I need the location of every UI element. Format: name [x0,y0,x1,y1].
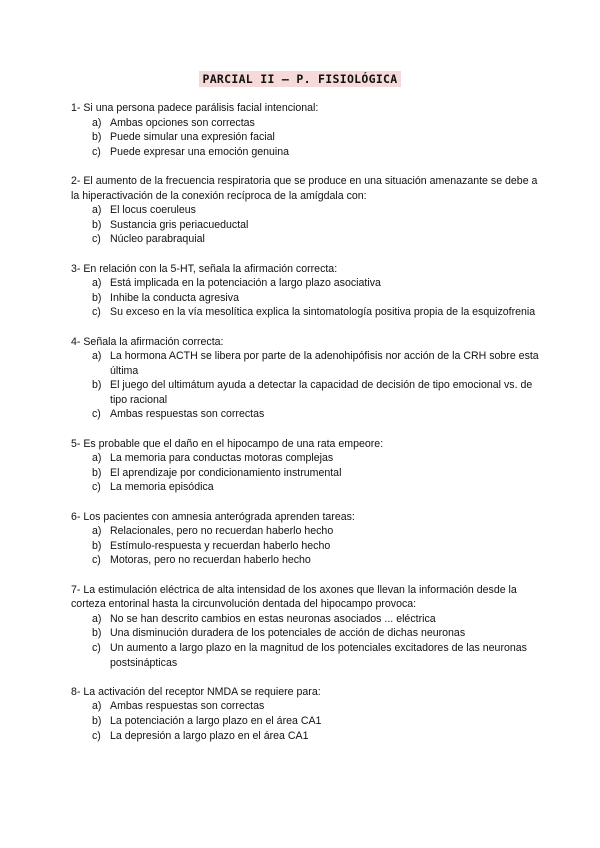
option-letter: c) [92,145,101,158]
question-2 [71,174,541,247]
option-item [71,539,541,554]
option-letter: b) [92,466,102,479]
question-8 [71,685,541,743]
option-letter: a) [92,612,102,625]
option-text: Un aumento a largo plazo en la magnitud de los potenciales excitadores de las neuronas postsinápticas [110,641,527,669]
option-letter: a) [92,525,102,538]
option-item [71,232,541,247]
option-list [71,612,541,670]
option-item [71,130,541,145]
option-letter: a) [92,204,102,217]
question-3 [71,262,541,320]
option-text: Está implicada en la potenciación a largo plazo asociativa [110,277,381,290]
title-container [0,70,600,88]
option-text: Estímulo-respuesta y recuerdan haberlo hecho [110,539,331,552]
question-text: 6- Los pacientes con amnesia anterógrada aprenden tareas: [71,510,355,523]
option-text: La memoria para conductas motoras complejas [110,452,334,465]
option-text: El aprendizaje por condicionamiento instrumental [110,466,342,479]
option-text: Su exceso en la vía mesolítica explica la sintomatología positiva propia de la esquizofrenia [110,306,536,319]
option-letter: c) [92,306,101,319]
option-letter: b) [92,539,102,552]
question-7 [71,583,541,671]
question-6 [71,510,541,568]
option-item [71,291,541,306]
option-item [71,145,541,160]
option-item [71,729,541,744]
option-item [71,407,541,422]
option-letter: a) [92,452,102,465]
option-text: Núcleo parabraquial [110,233,205,246]
question-text: 2- El aumento de la frecuencia respiratoria que se produce en una situación amenazante se debe a la hiperactivación de la conexión recíproca de la amígdala con: [71,174,538,202]
option-text: La potenciación a largo plazo en el área CA1 [110,714,322,727]
option-text: Puede simular una expresión facial [110,131,275,144]
option-letter: c) [92,481,101,494]
option-item [71,378,541,407]
option-letter: a) [92,277,102,290]
option-letter: c) [92,729,101,742]
question-text: 8- La activación del receptor NMDA se requiere para: [71,685,321,698]
option-letter: c) [92,408,101,421]
option-text: Inhibe la conducta agresiva [110,291,239,304]
option-letter: c) [92,641,101,654]
option-text: Motoras, pero no recuerdan haberlo hecho [110,554,311,567]
option-item [71,451,541,466]
option-item [71,714,541,729]
option-text: El juego del ultimátum ayuda a detectar la capacidad de decisión de tipo emocional vs. de tipo racional [110,379,533,406]
option-letter: a) [92,116,102,129]
option-item [71,276,541,291]
option-letter: a) [92,350,102,363]
option-text: Ambas respuestas son correctas [110,700,265,713]
question-4 [71,335,541,423]
option-letter: b) [92,714,102,727]
option-item [71,349,541,378]
question-text: 4- Señala la afirmación correcta: [71,335,224,348]
option-item [71,612,541,627]
option-item [71,218,541,233]
question-text: 3- En relación con la 5-HT, señala la afirmación correcta: [71,262,338,275]
option-letter: c) [92,233,101,246]
option-text: Puede expresar una emoción genuina [110,145,290,158]
option-text: La memoria episódica [110,481,214,494]
option-text: La hormona ACTH se libera por parte de la adenohipófisis nor acción de la CRH sobre esta última [110,350,539,377]
option-text: Ambas opciones son correctas [110,116,255,129]
question-text: 5- Es probable que el daño en el hipocampo de una rata empeore: [71,437,384,450]
option-item [71,699,541,714]
option-item [71,305,541,320]
option-letter: b) [92,218,102,231]
option-text: Relacionales, pero no recuerdan haberlo hecho [110,525,334,538]
option-letter: b) [92,379,102,392]
question-text: 1- Si una persona padece parálisis facial intencional: [71,102,319,114]
option-text: El locus coeruleus [110,204,196,217]
option-text: Una disminución duradera de los potenciales de acción de dichas neuronas [110,627,466,640]
option-letter: a) [92,700,102,713]
option-letter: b) [92,291,102,304]
option-item [71,524,541,539]
option-letter: b) [92,627,102,640]
option-list [71,349,541,422]
question-list [71,101,541,758]
question-text: 7- La estimulación eléctrica de alta intensidad de los axones que llevan la información desde la corteza entorinal hasta la circunvolución dentada del hipocampo provoca: [71,583,517,611]
option-item [71,116,541,131]
option-list [71,699,541,743]
question-5 [71,437,541,495]
question-1 [71,101,541,159]
option-text: La depresión a largo plazo en el área CA1 [110,729,309,742]
option-item [71,466,541,481]
option-list [71,451,541,495]
option-list [71,524,541,568]
option-list [71,276,541,320]
option-item [71,626,541,641]
option-list [71,116,541,160]
option-list [71,203,541,247]
option-item [71,203,541,218]
option-letter: c) [92,554,101,567]
option-letter: b) [92,131,102,144]
option-item [71,641,541,670]
option-text: Sustancia gris periacueductal [110,218,249,231]
option-item [71,480,541,495]
option-item [71,553,541,568]
option-text: No se han descrito cambios en estas neuronas asociados ... eléctrica [110,612,436,625]
page-title: PARCIAL II – P. FISIOLÓGICA [199,71,400,87]
option-text: Ambas respuestas son correctas [110,408,265,421]
